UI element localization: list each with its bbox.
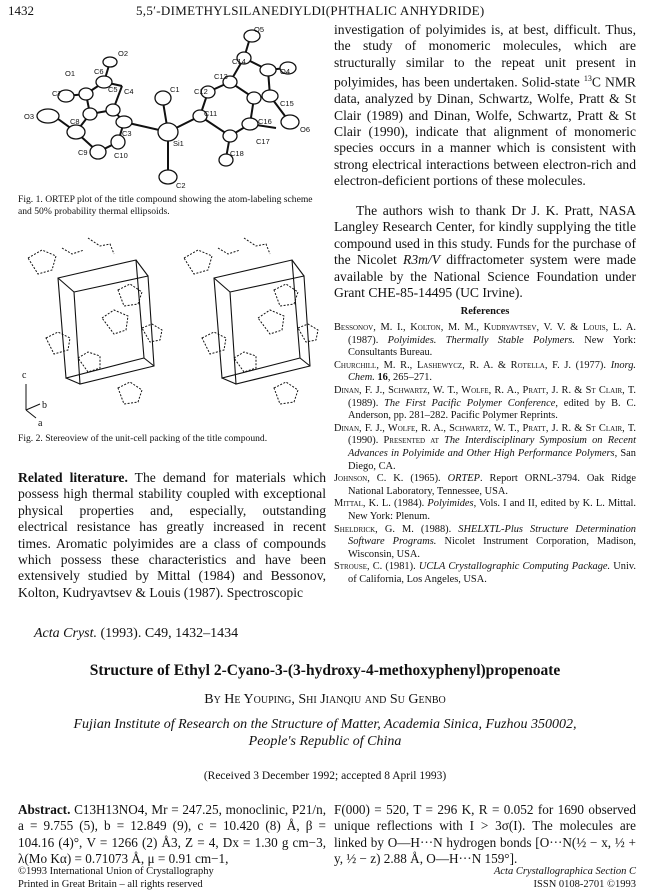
ack-text-b: diffractometer system were made available by the National Science Foundation under Grant CHE-85-14495 (UC Irvine). xyxy=(334,252,636,301)
fig1-caption: Fig. 1. ORTEP plot of the title compound showing the atom-labeling scheme and 50% probability thermal ellipsoids. xyxy=(18,194,313,217)
related-heading: Related literature. xyxy=(18,470,128,485)
journal-name: Acta Crystallographica Section C xyxy=(493,866,636,877)
axis-label-b: b xyxy=(42,400,47,411)
atom-label: C13 xyxy=(214,72,228,81)
ortep-figure xyxy=(18,24,326,196)
atom-label: C4 xyxy=(124,87,134,96)
ack-instrument: R3m/V xyxy=(403,252,441,268)
atom-label: C18 xyxy=(230,149,244,158)
atom-label: C15 xyxy=(280,99,294,108)
atom-label: O1 xyxy=(65,69,76,78)
atom-label: C14 xyxy=(232,57,246,66)
atom-label: C9 xyxy=(78,148,88,157)
reference-item: Strouse, C. (1981). UCLA Crystallographic Computing Package. Univ. of California, Los Angeles, USA. xyxy=(334,561,636,585)
article-authors: By He Youping, Shi Jianqiu and Su Genbo xyxy=(204,692,446,707)
reference-item: Dinan, F. J., Wolfe, R. A., Schwartz, W. T., Pratt, J. R. & St Clair, T. (1990). Presented at The Interdisciplinary Symposium on Recent Advances in Polyimide and Other High Performance Polymers, San Diego, CA. xyxy=(334,422,636,472)
atom-label: Si1 xyxy=(173,139,184,148)
axis-label-a: a xyxy=(38,418,43,428)
intro-text-a: investigation of polyimides is, at best, difficult. Thus, the study of monomeric molecules, which are structurally similar to the repeat unit present in polyimides, has been undertaken. Solid-state xyxy=(334,22,636,90)
running-title: 5,5′-DIMETHYLSILANEDIYLDI(PHTHALIC ANHYDRIDE) xyxy=(136,3,485,18)
related-literature xyxy=(18,470,326,601)
printed-note: Printed in Great Britain – all rights reserved xyxy=(18,878,203,890)
intro-continued xyxy=(334,22,636,190)
copyright: ©1993 International Union of Crystallography xyxy=(18,866,214,877)
axis-label-c: c xyxy=(22,370,27,381)
abstract-heading: Abstract. xyxy=(18,802,71,817)
atom-label: C12 xyxy=(194,87,208,96)
page-number: 1432 xyxy=(8,3,34,18)
reference-item: Bessonov, M. I., Kolton, M. M., Kudryavtsev, V. V. & Louis, L. A. (1987). Polyimides. Thermally Stable Polymers. New York: Consultants Bureau. xyxy=(334,322,636,359)
article-title: Structure of Ethyl 2-Cyano-3-(3-hydroxy-4-methoxyphenyl)propenoate xyxy=(89,662,561,679)
reference-list xyxy=(334,322,636,586)
related-text: The demand for materials which possess high thermal stability coupled with exceptional physical properties and, especially, outstanding electrical resistance has greatly increased in recent times. Aromatic polyimides are a class of compounds which possess these characteristics and have been extensively studied by Mittal (1984) and Bessonov, Kolton, Kudryavtsev & Louis (1987). Spectroscopic xyxy=(18,470,326,600)
reference-item: Dinan, F. J., Schwartz, W. T., Wolfe, R. A., Pratt, J. R. & St Clair, T. (1989). The First Pacific Polymer Conference, edited by B. C. Anderson, pp. 281–282. Pacific Polymer Reprints. xyxy=(334,384,636,422)
atom-label: O5 xyxy=(254,25,265,34)
article-citation: Acta Cryst. (1993). C49, 1432–1434 xyxy=(34,626,239,641)
atom-label: C3 xyxy=(122,129,132,138)
atom-label: C7 xyxy=(52,89,62,98)
atom-label: C2 xyxy=(176,181,186,190)
atom-label: C8 xyxy=(70,117,80,126)
atom-label: C10 xyxy=(114,151,128,160)
footer-left xyxy=(18,866,214,891)
reference-item: Sheldrick, G. M. (1988). SHELXTL-Plus Structure Determination Software Programs. Nicolet Instrument Corporation, Madison, Wisconsin, USA. xyxy=(334,523,636,560)
intro-text-b: C NMR data, analyzed by Dinan, Schwartz, Wolfe, Pratt & St Clair (1989) and Dinan, Wolfe, Schwartz, Pratt & St Clair (1990), indicate that alignment of monomeric species occurs in a manner which is consistent with strong electrical interactions between electron-rich and electron-deficient portions of these molecules. xyxy=(334,74,636,189)
reference-item: Johnson, C. K. (1965). ORTEP. Report ORNL-3794. Oak Ridge National Laboratory, Tennessee, USA. xyxy=(334,473,636,497)
nmr-superscript: 13 xyxy=(583,74,592,84)
atom-label: O2 xyxy=(118,49,129,58)
affiliation-line-2: People's Republic of China xyxy=(248,734,402,749)
atom-label: C1 xyxy=(170,85,180,94)
atom-label: O4 xyxy=(280,67,291,76)
affiliation-line-1: Fujian Institute of Research on the Structure of Matter, Academia Sinica, Fuzhou 350002, xyxy=(73,717,577,732)
received-dates: (Received 3 December 1992; accepted 8 April 1993) xyxy=(203,770,447,782)
reference-item: Mittal, K. L. (1984). Polyimides, Vols. I and II, edited by K. L. Mittal. New York: Plenum. xyxy=(334,498,636,522)
references-heading: References xyxy=(460,306,510,317)
atom-label: O3 xyxy=(24,112,35,121)
atom-label: C6 xyxy=(94,67,104,76)
footer-right xyxy=(494,866,636,891)
ack-text-a: The authors wish to thank Dr J. K. Pratt, NASA Langley Research Center, for kindly supplying the title compound used in this study. Funds for the purchase of the Nicolet xyxy=(334,203,636,268)
fig2-caption: Fig. 2. Stereoview of the unit-cell packing of the title compound. xyxy=(18,433,268,444)
atom-label: C16 xyxy=(258,117,272,126)
reference-item: Churchill, M. R., Lashewycz, R. A. & Rotella, F. J. (1977). Inorg. Chem. 16, 265–271. xyxy=(334,359,636,384)
atom-label: C11 xyxy=(204,109,218,118)
issn: ISSN 0108-2701 ©1993 xyxy=(533,878,636,890)
acknowledgements xyxy=(334,203,636,301)
atom-label: O6 xyxy=(300,125,311,134)
abstract-left xyxy=(18,802,326,868)
atom-label: C5 xyxy=(108,85,118,94)
stereoview-figure xyxy=(18,228,326,428)
affiliation xyxy=(0,716,650,750)
abstract-left-text: C13H13NO4, Mr = 247.25, monoclinic, P21/n, a = 9.755 (5), b = 12.849 (9), c = 10.420 (8) Å, β = 104.16 (4)°, V = 1266 (2) Å3, Z = 4, Dx = 1.30 g cm−3, λ(Mo Kα) = 0.71073 Å, μ = 0.91 cm−1, xyxy=(18,802,326,867)
atom-label: C17 xyxy=(256,137,270,146)
abstract-right: F(000) = 520, T = 296 K, R = 0.052 for 1690 observed unique reflections with I > 3σ(I). The molecules are linked by O—H···N hydrogen bonds [O···N(½ − x, ½ + y, ½ − z) 2.88 Å, O—H···N 159°]. xyxy=(334,802,636,867)
